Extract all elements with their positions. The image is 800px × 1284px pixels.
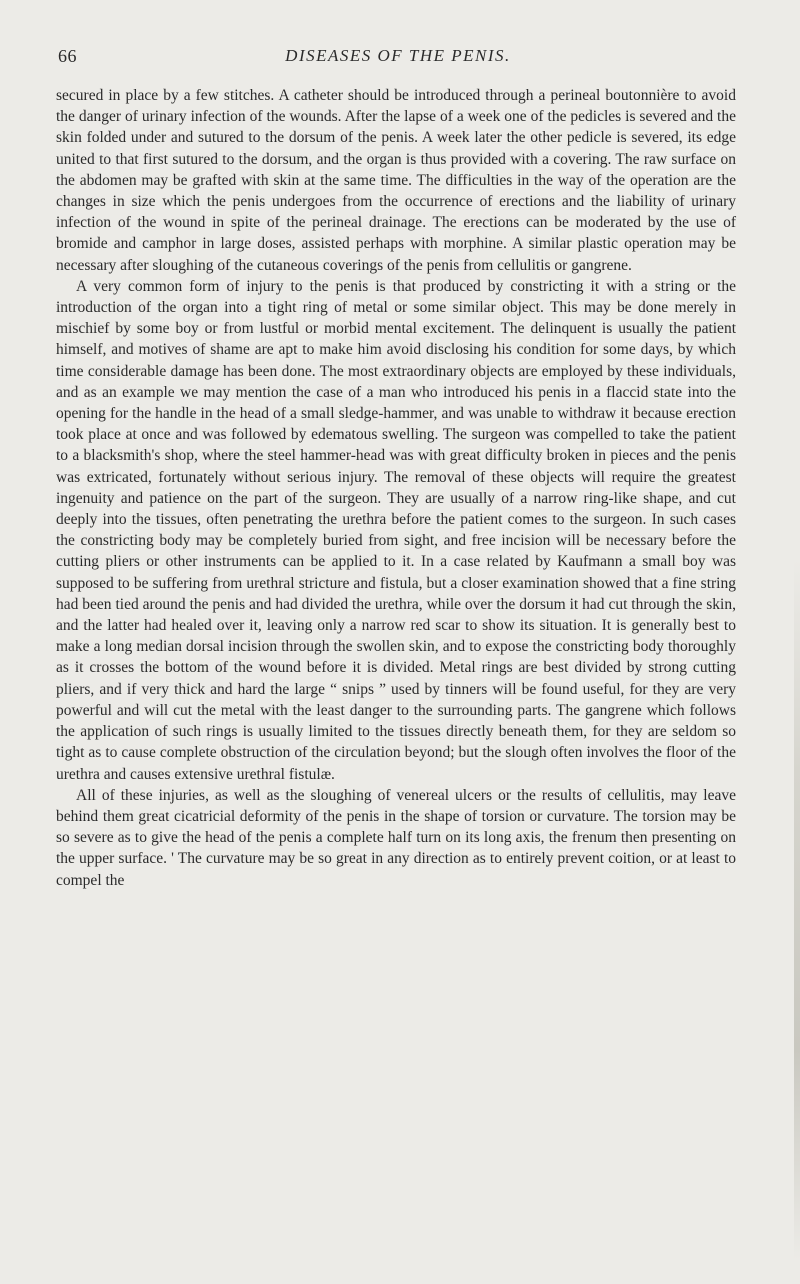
paragraph-2: A very common form of injury to the penis is that produced by constricting it with a string or the introduction of the organ into a tight ring of metal or some similar object. This may be done merely in mischief by some boy or from lustful or morbid mental excitement. The delinquent is usually the patient himself, and motives of shame are apt to make him avoid disclosing his condition for some days, by which time considerable damage has been done. The most extraordinary objects are employed by these individuals, and as an example we may mention the case of a man who introduced his penis in a flaccid state into the opening for the handle in the head of a small sledge-hammer, and was unable to withdraw it because erection took place at once and was followed by edematous swelling. The surgeon was compelled to take the patient to a blacksmith's shop, where the steel hammer-head was with great difficulty broken in pieces and the penis was extricated, fortunately without serious injury. The removal of these objects will require the greatest ingenuity and patience on the part of the surgeon. They are usually of a narrow ring-like shape, and cut deeply into the tissues, often penetrating the urethra before the patient comes to the surgeon. In such cases the constricting body may be completely buried from sight, and free incision will be necessary before the cutting pliers or other instruments can be applied to it. In a case related by Kaufmann a small boy was supposed to be suffering from urethral stricture and fistula, but a closer examination showed that a fine string had been tied around the penis and had divided the urethra, while over the dorsum it had cut through the skin, and the latter had healed over it, leaving only a narrow red scar to show its situation. It is generally best to make a long median dorsal incision through the swollen skin, and to expose the constricting body thoroughly as it crosses the bottom of the wound before it is divided. Metal rings are best divided by strong cutting pliers, and if very thick and hard the large “ snips ” used by tinners will be found useful, for they are very powerful and will cut the metal with the least danger to the surrounding parts. The gangrene which follows the application of such rings is usually limited to the tissues directly beneath them, for they are seldom so tight as to cause complete obstruction of the circulation beyond; but the slough often involves the floor of the urethra and causes extensive urethral fistulæ. [56,277,736,783]
running-title: DISEASES OF THE PENIS. [285,46,511,65]
page-edge-shadow [794,560,800,1260]
paragraph-3: All of these injuries, as well as the sloughing of venereal ulcers or the results of cellulitis, may leave behind them great cicatricial deformity of the penis in the shape of torsion or curvature. The torsion may be so severe as to give the head of the penis a complete half turn on its long axis, the frenum then presenting on the upper surface. ' The curvature may be so great in any direction as to entirely prevent coition, or at least to compel the [56,786,736,889]
page-header [58,46,738,72]
page-number: 66 [58,46,77,66]
body-text [56,85,736,891]
paragraph-1: secured in place by a few stitches. A catheter should be introduced through a perineal boutonnière to avoid the danger of urinary infection of the wounds. After the lapse of a week one of the pedicles is severed and the skin folded under and sutured to the dorsum of the penis. A week later the other pedicle is severed, its edge united to that first sutured to the dorsum, and the organ is thus provided with a covering. The raw surface on the abdomen may be grafted with skin at the same time. The difficulties in the way of the operation are the changes in size which the penis undergoes from the occurrence of erections and the liability of urinary infection of the wound in spite of the perineal drainage. The erections can be moderated by the use of bromide and camphor in large doses, assisted perhaps with morphine. A similar plastic operation may be necessary after sloughing of the cutaneous coverings of the penis from cellulitis or gangrene. [56,87,736,274]
